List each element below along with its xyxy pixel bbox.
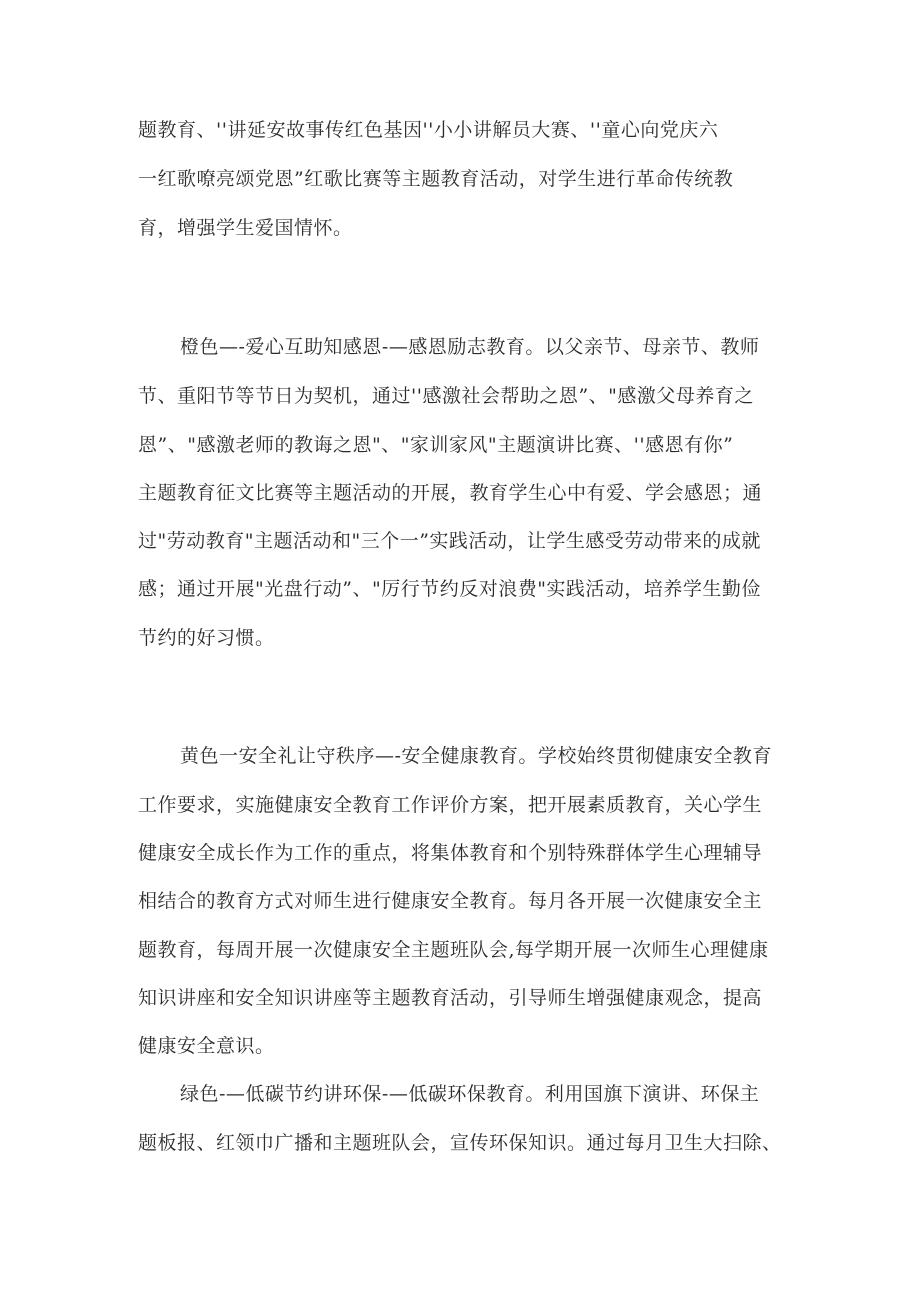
- paragraph-orange-line-3: 恩”、"感激老师的教诲之恩"、"家训家风"主题演讲比赛、''感恩有你”: [138, 434, 734, 456]
- paragraph-orange-line-5: 过"劳动教育"主题活动和"三个一”实践活动，让学生感受劳动带来的成就: [138, 530, 761, 552]
- paragraph-green-line-1: 绿色-—低碳节约讲环保-—低碳环保教育。利用国旗下演讲、环保主: [180, 1083, 760, 1105]
- paragraph-yellow-line-6: 知识讲座和安全知识讲座等主题教育活动，引导师生增强健康观念，提高: [138, 987, 763, 1009]
- paragraph-orange-line-7: 节约的好习惯。: [138, 627, 275, 649]
- paragraph-orange-line-4: 主题教育征文比赛等主题活动的开展，教育学生心中有爱、学会感恩；通: [138, 482, 763, 504]
- paragraph-intro-line-2: 一红歌嘹亮颂党恩”红歌比赛等主题教育活动，对学生进行革命传统教: [138, 168, 734, 190]
- paragraph-yellow-line-7: 健康安全意识。: [138, 1035, 275, 1057]
- paragraph-orange-line-1: 橙色—-爱心互助知感恩-—感恩励志教育。以父亲节、母亲节、教师: [180, 336, 760, 358]
- paragraph-yellow-line-1: 黄色一安全礼让守秩序—-安全健康教育。学校始终贯彻健康安全教育: [180, 745, 772, 767]
- paragraph-yellow-line-5: 题教育，每周开展一次健康安全主题班队会,每学期开展一次师生心理健康: [138, 939, 769, 961]
- paragraph-intro-line-1: 题教育、''讲延安故事传红色基因''小小讲解员大赛、''童心向党庆六: [138, 119, 719, 141]
- paragraph-orange-line-2: 节、重阳节等节日为契机，通过''感激社会帮助之恩”、"感激父母养育之: [138, 385, 754, 407]
- paragraph-orange-line-6: 感；通过开展"光盘行动”、"厉行节约反对浪费"实践活动，培养学生勤俭: [138, 578, 761, 600]
- paragraph-yellow-line-3: 健康安全成长作为工作的重点，将集体教育和个别特殊群体学生心理辅导: [138, 842, 763, 864]
- paragraph-green-line-2: 题板报、红领巾广播和主题班队会，宣传环保知识。通过每月卫生大扫除、: [138, 1132, 782, 1154]
- paragraph-yellow-line-2: 工作要求，实施健康安全教育工作评价方案，把开展素质教育，关心学生: [138, 794, 763, 816]
- paragraph-intro-line-3: 育，增强学生爱国情怀。: [138, 217, 353, 239]
- paragraph-yellow-line-4: 相结合的教育方式对师生进行健康安全教育。每月各开展一次健康安全主: [138, 890, 763, 912]
